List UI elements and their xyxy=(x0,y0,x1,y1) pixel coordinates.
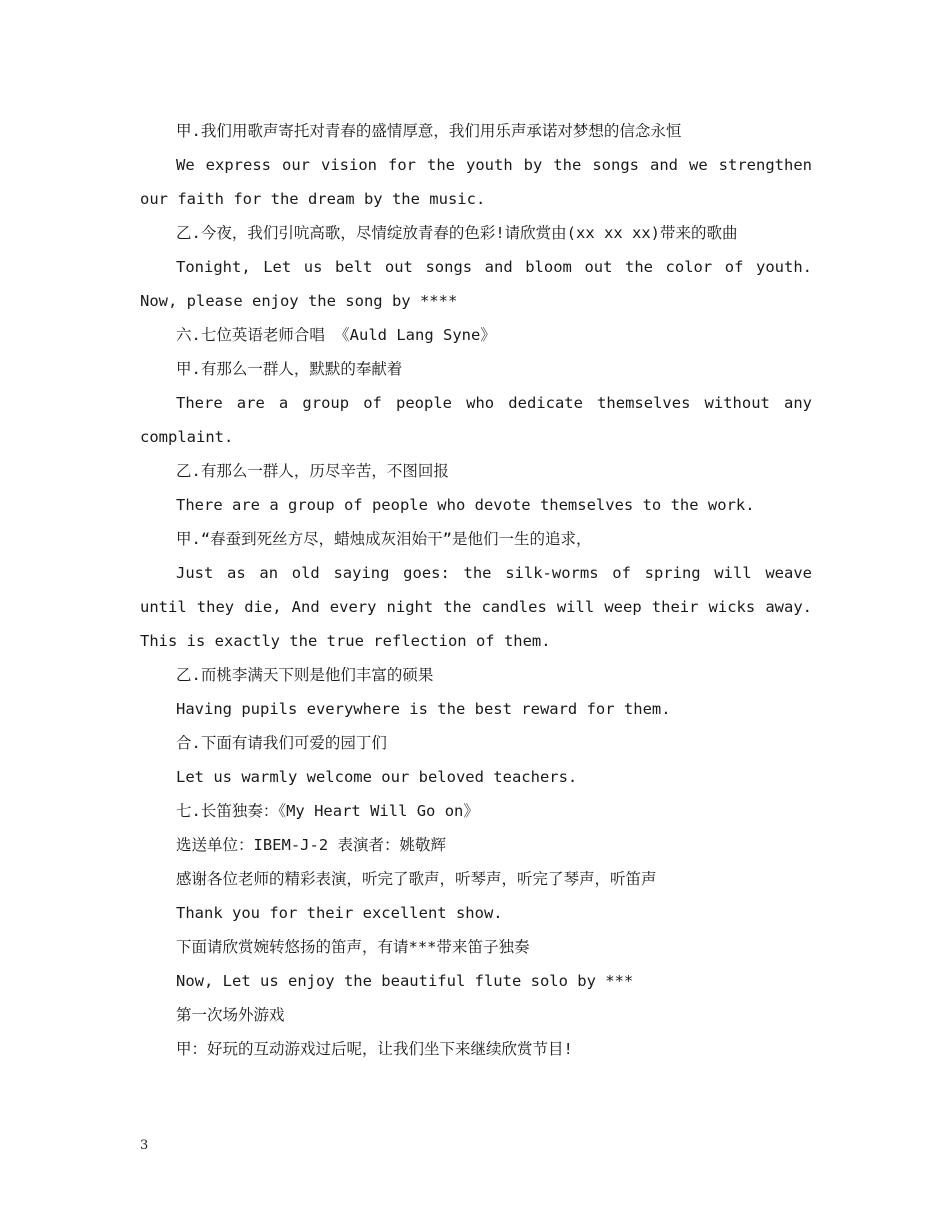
page-number: 3 xyxy=(140,1138,149,1153)
paragraph-flute-cn: 下面请欣赏婉转悠扬的笛声，有请***带来笛子独奏 xyxy=(176,938,530,956)
paragraph-en-6: Having pupils everywhere is the best reward for them. xyxy=(176,700,671,718)
paragraph-en-3: There are a group of people who dedicate themselves without any complaint. xyxy=(140,394,812,446)
paragraph-jia-3: 甲.“春蚕到死丝方尽，蜡烛成灰泪始干”是他们一生的追求， xyxy=(176,530,592,548)
paragraph-en-2: Tonight, Let us belt out songs and bloom out the color of youth. Now, please enjoy the song by **** xyxy=(140,258,812,310)
paragraph-yi-2: 乙.有那么一群人，历尽辛苦，不图回报 xyxy=(176,462,449,480)
paragraph-en-1: We express our vision for the youth by the songs and we strengthen our faith for the dream by the music. xyxy=(140,156,812,208)
section-heading-6: 六.七位英语老师合唱 《Auld Lang Syne》 xyxy=(176,326,496,344)
paragraph-jia-2: 甲.有那么一群人，默默的奉献着 xyxy=(176,360,403,378)
paragraph-en-5: Just as an old saying goes: the silk-worms of spring will weave until they die, And every night the candles will weep their wicks away. This is exactly the true reflection of them. xyxy=(140,564,812,650)
paragraph-thanks-cn: 感谢各位老师的精彩表演，听完了歌声，听琴声，听完了琴声，听笛声 xyxy=(176,870,657,888)
paragraph-yi-3: 乙.而桃李满天下则是他们丰富的硕果 xyxy=(176,666,434,684)
paragraph-he-1: 合.下面有请我们可爱的园丁们 xyxy=(176,734,387,752)
paragraph-yi-1: 乙.今夜，我们引吭高歌，尽情绽放青春的色彩!请欣赏由(xx xx xx)带来的歌曲 xyxy=(176,224,738,242)
paragraph-en-4: There are a group of people who devote themselves to the work. xyxy=(176,496,755,514)
paragraph-flute-en: Now, Let us enjoy the beautiful flute solo by *** xyxy=(176,972,634,990)
section-heading-7: 七.长笛独奏：《My Heart Will Go on》 xyxy=(176,802,479,820)
paragraph-game: 第一次场外游戏 xyxy=(176,1006,285,1024)
paragraph-en-7: Let us warmly welcome our beloved teachers. xyxy=(176,768,578,786)
paragraph-jia-1: 甲.我们用歌声寄托对青春的盛情厚意，我们用乐声承诺对梦想的信念永恒 xyxy=(176,122,682,140)
paragraph-thanks-en: Thank you for their excellent show. xyxy=(176,904,503,922)
document-body xyxy=(140,114,812,1066)
paragraph-performer: 选送单位：IBEM-J-2 表演者：姚敬辉 xyxy=(176,836,446,854)
paragraph-jia-4: 甲：好玩的互动游戏过后呢，让我们坐下来继续欣赏节目! xyxy=(176,1040,573,1058)
